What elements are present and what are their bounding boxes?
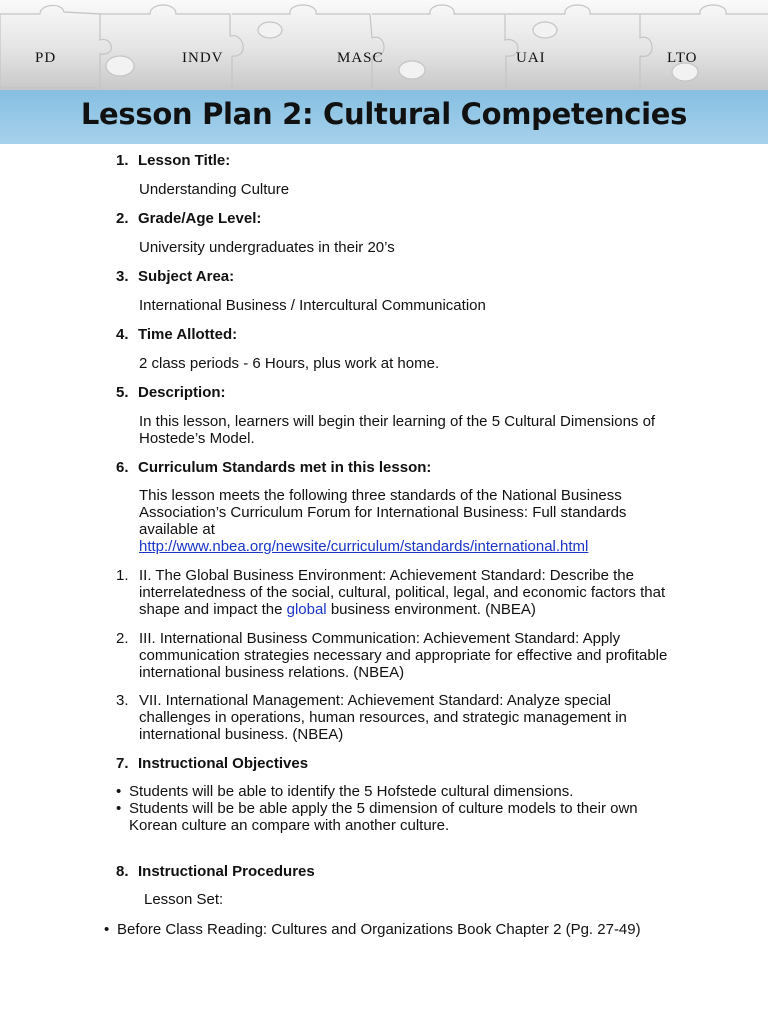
puzzle-label-pd: PD bbox=[35, 50, 57, 66]
section-number: 4. bbox=[116, 326, 129, 343]
standard-text: VII. International Management: Achievement Standard: Analyze special challenges in operations, human resources, and strategic management in international business. (NBEA) bbox=[139, 692, 627, 743]
section-heading-grade-level bbox=[116, 210, 261, 227]
section-heading-subject-area bbox=[116, 268, 234, 285]
page-title: Lesson Plan 2: Cultural Competencies bbox=[80, 97, 688, 131]
puzzle-label-masc: MASC bbox=[337, 50, 384, 66]
standard-number: 1. bbox=[116, 567, 129, 584]
standard-text: II. The Global Business Environment: Achievement Standard: Describe the interrelatedness of the social, cultural, political, legal, and economic factors that shape and impact the global business environment. (NBEA) bbox=[139, 567, 666, 618]
objective-text: Students will be be able apply the 5 dimension of culture models to their own Korean culture an compare with another culture. bbox=[129, 800, 638, 834]
section-number: 6. bbox=[116, 459, 129, 476]
section-heading-text: Subject Area: bbox=[138, 268, 235, 285]
section-heading-text: Instructional Procedures bbox=[138, 863, 315, 880]
standard-number: 2. bbox=[116, 630, 129, 647]
section-heading-text: Instructional Objectives bbox=[138, 755, 309, 772]
objective-text: Students will be able to identify the 5 Hofstede cultural dimensions. bbox=[129, 783, 574, 800]
puzzle-label-lto: LTO bbox=[667, 50, 698, 66]
section-number: 3. bbox=[116, 268, 129, 285]
section-number: 1. bbox=[116, 152, 129, 169]
title-band bbox=[0, 90, 768, 144]
procedure-text: Before Class Reading: Cultures and Organizations Book Chapter 2 (Pg. 27-49) bbox=[117, 921, 641, 938]
section-number: 5. bbox=[116, 384, 129, 401]
section-number: 8. bbox=[116, 863, 129, 880]
nbea-link-text[interactable]: http://www.nbea.org/newsite/curriculum/standards/international.html bbox=[139, 538, 589, 555]
section-heading-text: Time Allotted: bbox=[138, 326, 238, 343]
standard-text: III. International Business Communication: Achievement Standard: Apply communication strategies necessary and appropriate for effective and profitable international business relations. (NBEA) bbox=[139, 630, 668, 681]
time-allotted-value: 2 class periods - 6 Hours, plus work at home. bbox=[139, 355, 440, 372]
nbea-standards-link[interactable] bbox=[139, 538, 699, 555]
section-heading-instructional-procedures bbox=[116, 863, 315, 880]
standard-number: 3. bbox=[116, 692, 129, 709]
section-heading-instructional-objectives bbox=[116, 755, 308, 772]
section-heading-text: Curriculum Standards met in this lesson: bbox=[138, 459, 432, 476]
bullet-marker: • bbox=[116, 783, 122, 800]
section-heading-time-allotted bbox=[116, 326, 237, 343]
bullet-marker: • bbox=[104, 921, 110, 938]
section-heading-lesson-title bbox=[116, 152, 230, 169]
lesson-title-value: Understanding Culture bbox=[139, 181, 290, 198]
section-heading-text: Grade/Age Level: bbox=[138, 210, 262, 227]
section-heading-text: Description: bbox=[138, 384, 226, 401]
subject-area-value: International Business / Intercultural Communication bbox=[139, 297, 486, 314]
section-heading-description bbox=[116, 384, 226, 401]
section-heading-curriculum-standards bbox=[116, 459, 431, 476]
section-number: 7. bbox=[116, 755, 129, 772]
curriculum-standards-text: This lesson meets the following three standards of the National Business Association’s Curriculum Forum for International Business: Full standards available at bbox=[139, 487, 627, 538]
grade-level-value: University undergraduates in their 20’s bbox=[139, 239, 395, 256]
section-heading-text: Lesson Title: bbox=[138, 152, 231, 169]
puzzle-graphic bbox=[0, 0, 768, 90]
global-highlight: global bbox=[286, 601, 327, 618]
puzzle-label-uai: UAI bbox=[516, 50, 546, 66]
description-value: In this lesson, learners will begin their learning of the 5 Cultural Dimensions of Hostede’s Model. bbox=[139, 413, 656, 447]
section-number: 2. bbox=[116, 210, 129, 227]
puzzle-label-indv: INDV bbox=[182, 50, 224, 66]
puzzle-header bbox=[0, 0, 768, 90]
lesson-set-label: Lesson Set: bbox=[144, 891, 224, 908]
bullet-marker: • bbox=[116, 800, 122, 817]
